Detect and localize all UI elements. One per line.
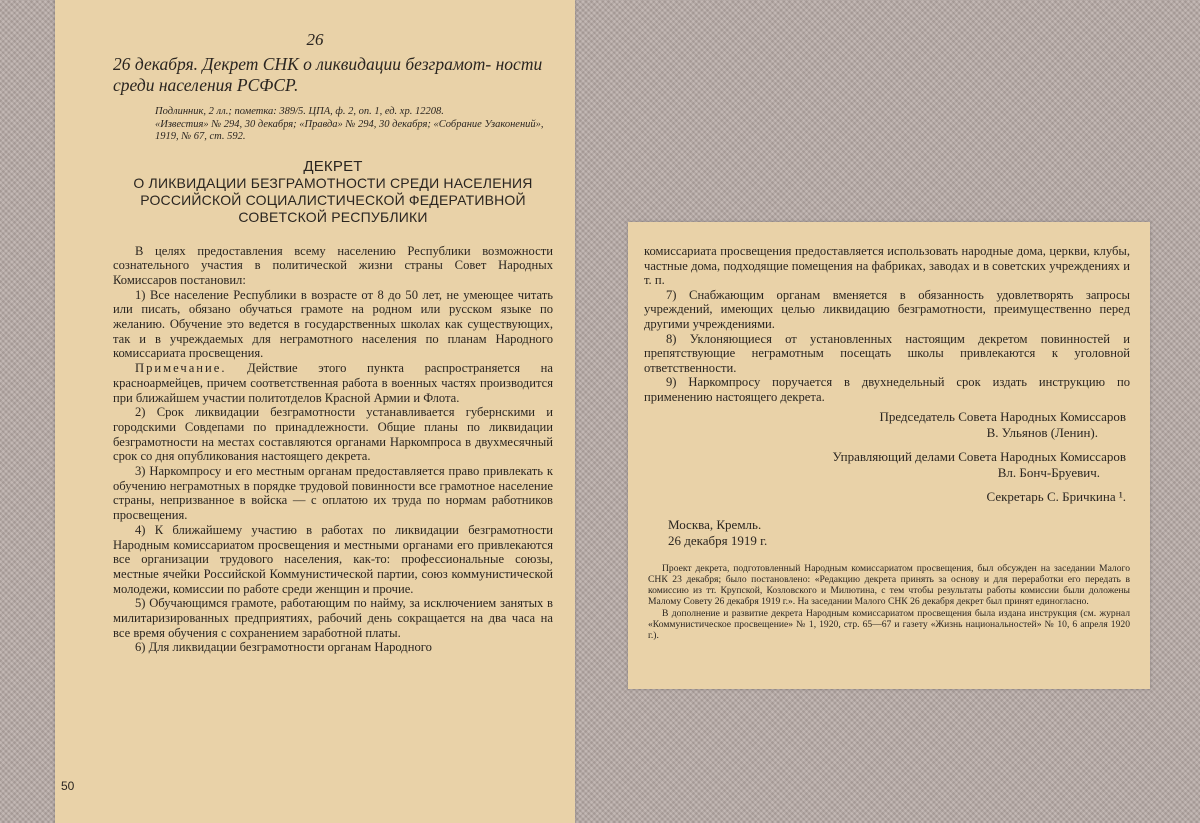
source-line-publications: «Известия» № 294, 30 декабря; «Правда» № 294, 30 декабря; «Собрание Узаконений», 1919, № 67, ст. 592. <box>155 118 544 142</box>
decree-note <box>113 361 553 405</box>
decree-body <box>113 244 553 656</box>
decree-intro: В целях предоставления всему населению Республики возможности сознательного участия в политической жизни страны Совет Народных Комиссаров постановил: <box>113 243 553 287</box>
decree-point-2: 2) Срок ликвидации безграмотности устанавливается губернскими и городскими Совдепами по принадлежности. Общие планы по ликвидации безграмотности на местах составляются органами Наркомпроса в двухмесячный срок со дня опубликования настоящего декрета. <box>113 405 553 464</box>
signatures <box>628 409 1150 505</box>
left-document-page <box>55 0 575 823</box>
place: Москва, Кремль. <box>668 516 762 532</box>
decree-body-continued <box>644 244 1130 405</box>
decree-point-3: 3) Наркомпросу и его местным органам предоставляется право привлекать к обучению неграмотных в порядке трудовой повинности все грамотное население страны, непризванное в войска — с оплатою их труда по нормам работников просвещения. <box>113 464 553 523</box>
decree-title-word: ДЕКРЕТ <box>303 157 363 175</box>
decree-title-subject: О ЛИКВИДАЦИИ БЕЗГРАМОТНОСТИ СРЕДИ НАСЕЛЕНИЯ РОССИЙСКОЙ СОЦИАЛИСТИЧЕСКОЙ ФЕДЕРАТИВНОЙ СОВЕТСКОЙ РЕСПУБЛИКИ <box>133 174 533 225</box>
decree-point-4: 4) К ближайшему участию в работах по ликвидации безграмотности Народным комиссариатом просвещения и местными органами его привлекаются все организации трудового населения, как-то: профессиональные союзы, местные ячейки Российской Коммунистической партии, союз коммунистической молодежи, комиссии по работе среди женщин и прочие. <box>113 522 553 596</box>
date: 26 декабря 1919 г. <box>668 532 768 548</box>
signature-chairman-title: Председатель Совета Народных Комиссаров <box>879 408 1126 424</box>
page-number: 26 <box>306 30 324 49</box>
decree-title <box>113 158 553 226</box>
source-line-archive: Подлинник, 2 лл.; пометка: 389/5. ЦПА, ф. 2, оп. 1, ед. хр. 12208. <box>155 106 444 117</box>
decree-point-6-start: 6) Для ликвидации безграмотности органам Народного <box>135 640 432 655</box>
document-heading: 26 декабря. Декрет СНК о ликвидации безграмот- ности среди населения РСФСР. <box>113 54 543 95</box>
footnote-1: Проект декрета, подготовленный Народным комиссариатом просвещения, был обсужден на заседании Малого СНК 23 декабря; было постановлено: «Редакцию декрета принять за основу и для переработки его передать в комиссию из тт. Крупской, Козловского и Милютина, с тем чтобы результаты работы комиссии были доложены Малому Совету 26 декабря 1919 г.». На заседании Малого СНК 26 декабря декрет был принят единогласно. <box>648 562 1130 608</box>
note-label: Примечание. <box>135 361 227 376</box>
place-and-date <box>668 517 1150 549</box>
note-text: Действие этого пункта распространяется на красноармейцев, причем соответственная работа в военных частях производится при ближайшем участии политотделов Красной Армии и Флота. <box>113 361 553 405</box>
signature-chairman-name: В. Ульянов (Ленин). <box>986 424 1098 440</box>
signature-secretary: Секретарь С. Бричкина ¹. <box>986 488 1126 504</box>
decree-point-8: 8) Уклоняющиеся от установленных настоящим декретом повинностей и препятствующие неграмотным посещать школы привлекаются к уголовной ответственности. <box>644 331 1130 375</box>
decree-point-7: 7) Снабжающим органам вменяется в обязанность удовлетворять запросы учреждений, имеющих целью ликвидацию безграмотности, преимущественно перед другими учреждениями. <box>644 287 1130 331</box>
footnotes <box>648 563 1130 642</box>
right-document-page <box>628 222 1150 689</box>
decree-point-1: 1) Все население Республики в возрасте от 8 до 50 лет, не умеющее читать или писать, обязано обучаться грамоте на родном или русском языке по желанию. Обучение это ведется в государственных школах как существующих, так и в учреждаемых для неграмотного населения по планам Народного комиссариата просвещения. <box>113 287 553 361</box>
decree-point-5: 5) Обучающимся грамоте, работающим по найму, за исключением занятых в милитаризированных предприятиях, рабочий день сокращается на два часа на все время обучения с сохранением заработной платы. <box>113 596 553 640</box>
decree-point-9: 9) Наркомпросу поручается в двухнедельный срок издать инструкцию по применению настоящего декрета. <box>644 375 1130 404</box>
signature-manager-name: Вл. Бонч-Бруевич. <box>997 464 1100 480</box>
footnote-2: В дополнение и развитие декрета Народным комиссариатом просвещения была издана инструкция (см. журнал «Коммунистическое просвещение» № 1, 1920, стр. 65—67 и газету «Жизнь национальностей» № 10, 6 апреля 1920 г.). <box>648 607 1130 642</box>
signature-manager-title: Управляющий делами Совета Народных Комиссаров <box>832 448 1126 464</box>
folio-number: 50 <box>61 779 75 793</box>
decree-point-6-end: комиссариата просвещения предоставляется использовать народные дома, церкви, клубы, частные дома, подходящие помещения на фабриках, заводах и в советских учреждениях и т. п. <box>644 244 1130 288</box>
source-note <box>155 106 553 144</box>
